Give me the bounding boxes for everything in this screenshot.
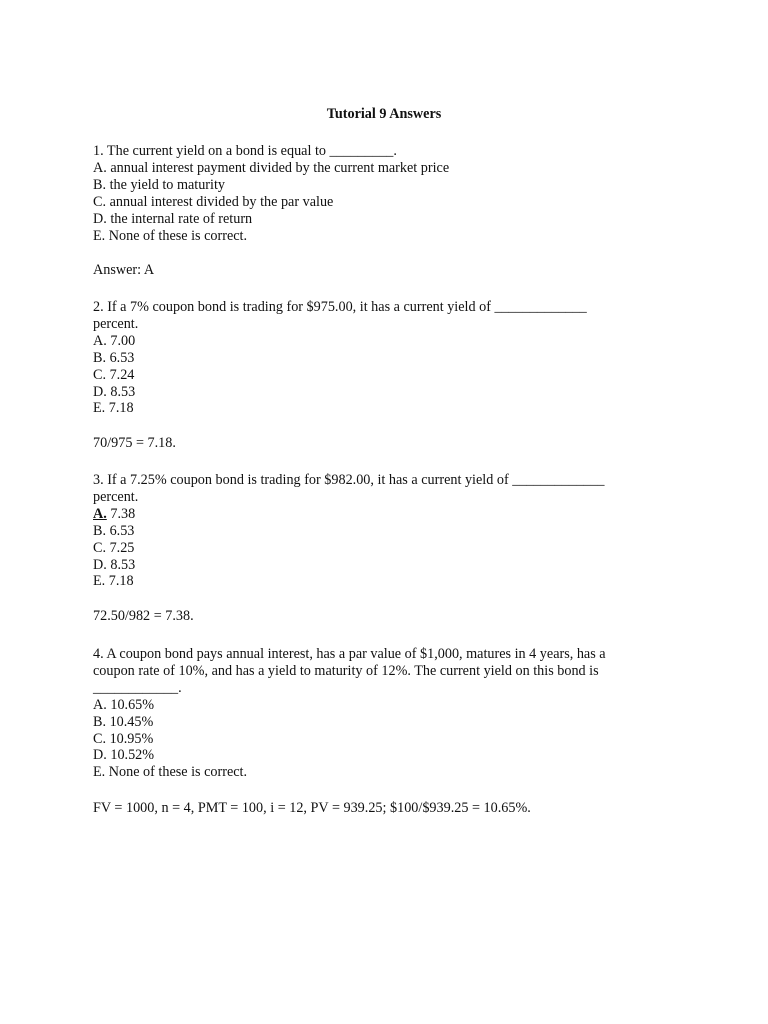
option-letter: C. xyxy=(93,366,107,383)
question-stem-line: ____________. xyxy=(93,679,182,696)
option-text: 10.65% xyxy=(110,696,155,713)
option-letter: D. xyxy=(93,556,107,573)
question-stem-line: percent. xyxy=(93,315,139,332)
option-letter: D. xyxy=(93,747,107,764)
option-d xyxy=(93,557,673,574)
option-text: None of these is correct. xyxy=(108,227,248,244)
option-letter: B. xyxy=(93,349,107,366)
option-letter: A. xyxy=(93,159,107,176)
question-1 xyxy=(93,143,673,244)
question-4 xyxy=(93,646,673,781)
question-2 xyxy=(93,299,673,417)
option-text: annual interest payment divided by the current market price xyxy=(110,159,450,176)
question-stem-line: 4. A coupon bond pays annual interest, has a par value of $1,000, matures in 4 years, has a xyxy=(93,646,606,662)
option-b xyxy=(93,350,673,367)
answer-1: Answer: A xyxy=(93,262,155,278)
option-letter: C. xyxy=(93,539,107,556)
option-d xyxy=(93,747,673,764)
option-e xyxy=(93,400,673,417)
option-text: 7.38 xyxy=(110,505,136,522)
option-a xyxy=(93,160,673,177)
answer-3: 72.50/982 = 7.38. xyxy=(93,608,194,624)
option-b xyxy=(93,177,673,194)
option-text: 10.45% xyxy=(109,713,154,730)
option-c xyxy=(93,731,673,748)
option-letter: E. xyxy=(93,400,106,417)
option-text: the yield to maturity xyxy=(109,176,226,193)
option-text: 7.18 xyxy=(108,573,134,590)
option-b xyxy=(93,523,673,540)
page-title: Tutorial 9 Answers xyxy=(326,106,442,122)
option-c xyxy=(93,540,673,557)
option-text: None of these is correct. xyxy=(108,764,248,781)
option-letter: D. xyxy=(93,383,107,400)
option-c xyxy=(93,194,673,211)
option-letter: A. xyxy=(93,332,107,349)
option-d xyxy=(93,384,673,401)
option-text: 7.25 xyxy=(109,539,135,556)
option-letter: A. xyxy=(93,696,107,713)
option-letter: B. xyxy=(93,713,107,730)
option-letter: E. xyxy=(93,227,106,244)
option-a xyxy=(93,697,673,714)
option-text: 10.95% xyxy=(109,730,154,747)
option-text: 6.53 xyxy=(109,349,135,366)
option-c xyxy=(93,367,673,384)
option-e xyxy=(93,764,673,781)
option-text: 7.24 xyxy=(109,366,135,383)
question-stem-line: 1. The current yield on a bond is equal to _________. xyxy=(93,143,397,159)
option-text: 8.53 xyxy=(110,383,136,400)
option-text: annual interest divided by the par value xyxy=(109,193,334,210)
option-letter: B. xyxy=(93,176,107,193)
option-text: 7.00 xyxy=(110,332,136,349)
option-text: the internal rate of return xyxy=(110,210,253,227)
option-letter: C. xyxy=(93,193,107,210)
option-e xyxy=(93,573,673,590)
option-a-correct xyxy=(93,506,673,523)
option-letter: C. xyxy=(93,730,107,747)
answer-4: FV = 1000, n = 4, PMT = 100, i = 12, PV = 939.25; $100/$939.25 = 10.65%. xyxy=(93,800,531,816)
option-text: 6.53 xyxy=(109,522,135,539)
option-letter: E. xyxy=(93,764,106,781)
question-3 xyxy=(93,472,673,590)
question-stem-line: coupon rate of 10%, and has a yield to maturity of 12%. The current yield on this bond is xyxy=(93,662,599,679)
option-letter: E. xyxy=(93,573,106,590)
option-text: 7.18 xyxy=(108,400,134,417)
correct-option-letter: A. xyxy=(93,505,107,522)
option-a xyxy=(93,333,673,350)
option-letter: D. xyxy=(93,210,107,227)
question-stem-line: 3. If a 7.25% coupon bond is trading for $982.00, it has a current yield of _____________ xyxy=(93,472,605,488)
option-text: 10.52% xyxy=(110,747,155,764)
question-stem-line: 2. If a 7% coupon bond is trading for $975.00, it has a current yield of _____________ xyxy=(93,299,587,315)
option-b xyxy=(93,714,673,731)
option-d xyxy=(93,211,673,228)
question-stem-line: percent. xyxy=(93,488,139,505)
option-letter: B. xyxy=(93,522,107,539)
option-e xyxy=(93,228,673,245)
answer-2: 70/975 = 7.18. xyxy=(93,435,176,451)
option-text: 8.53 xyxy=(110,556,136,573)
